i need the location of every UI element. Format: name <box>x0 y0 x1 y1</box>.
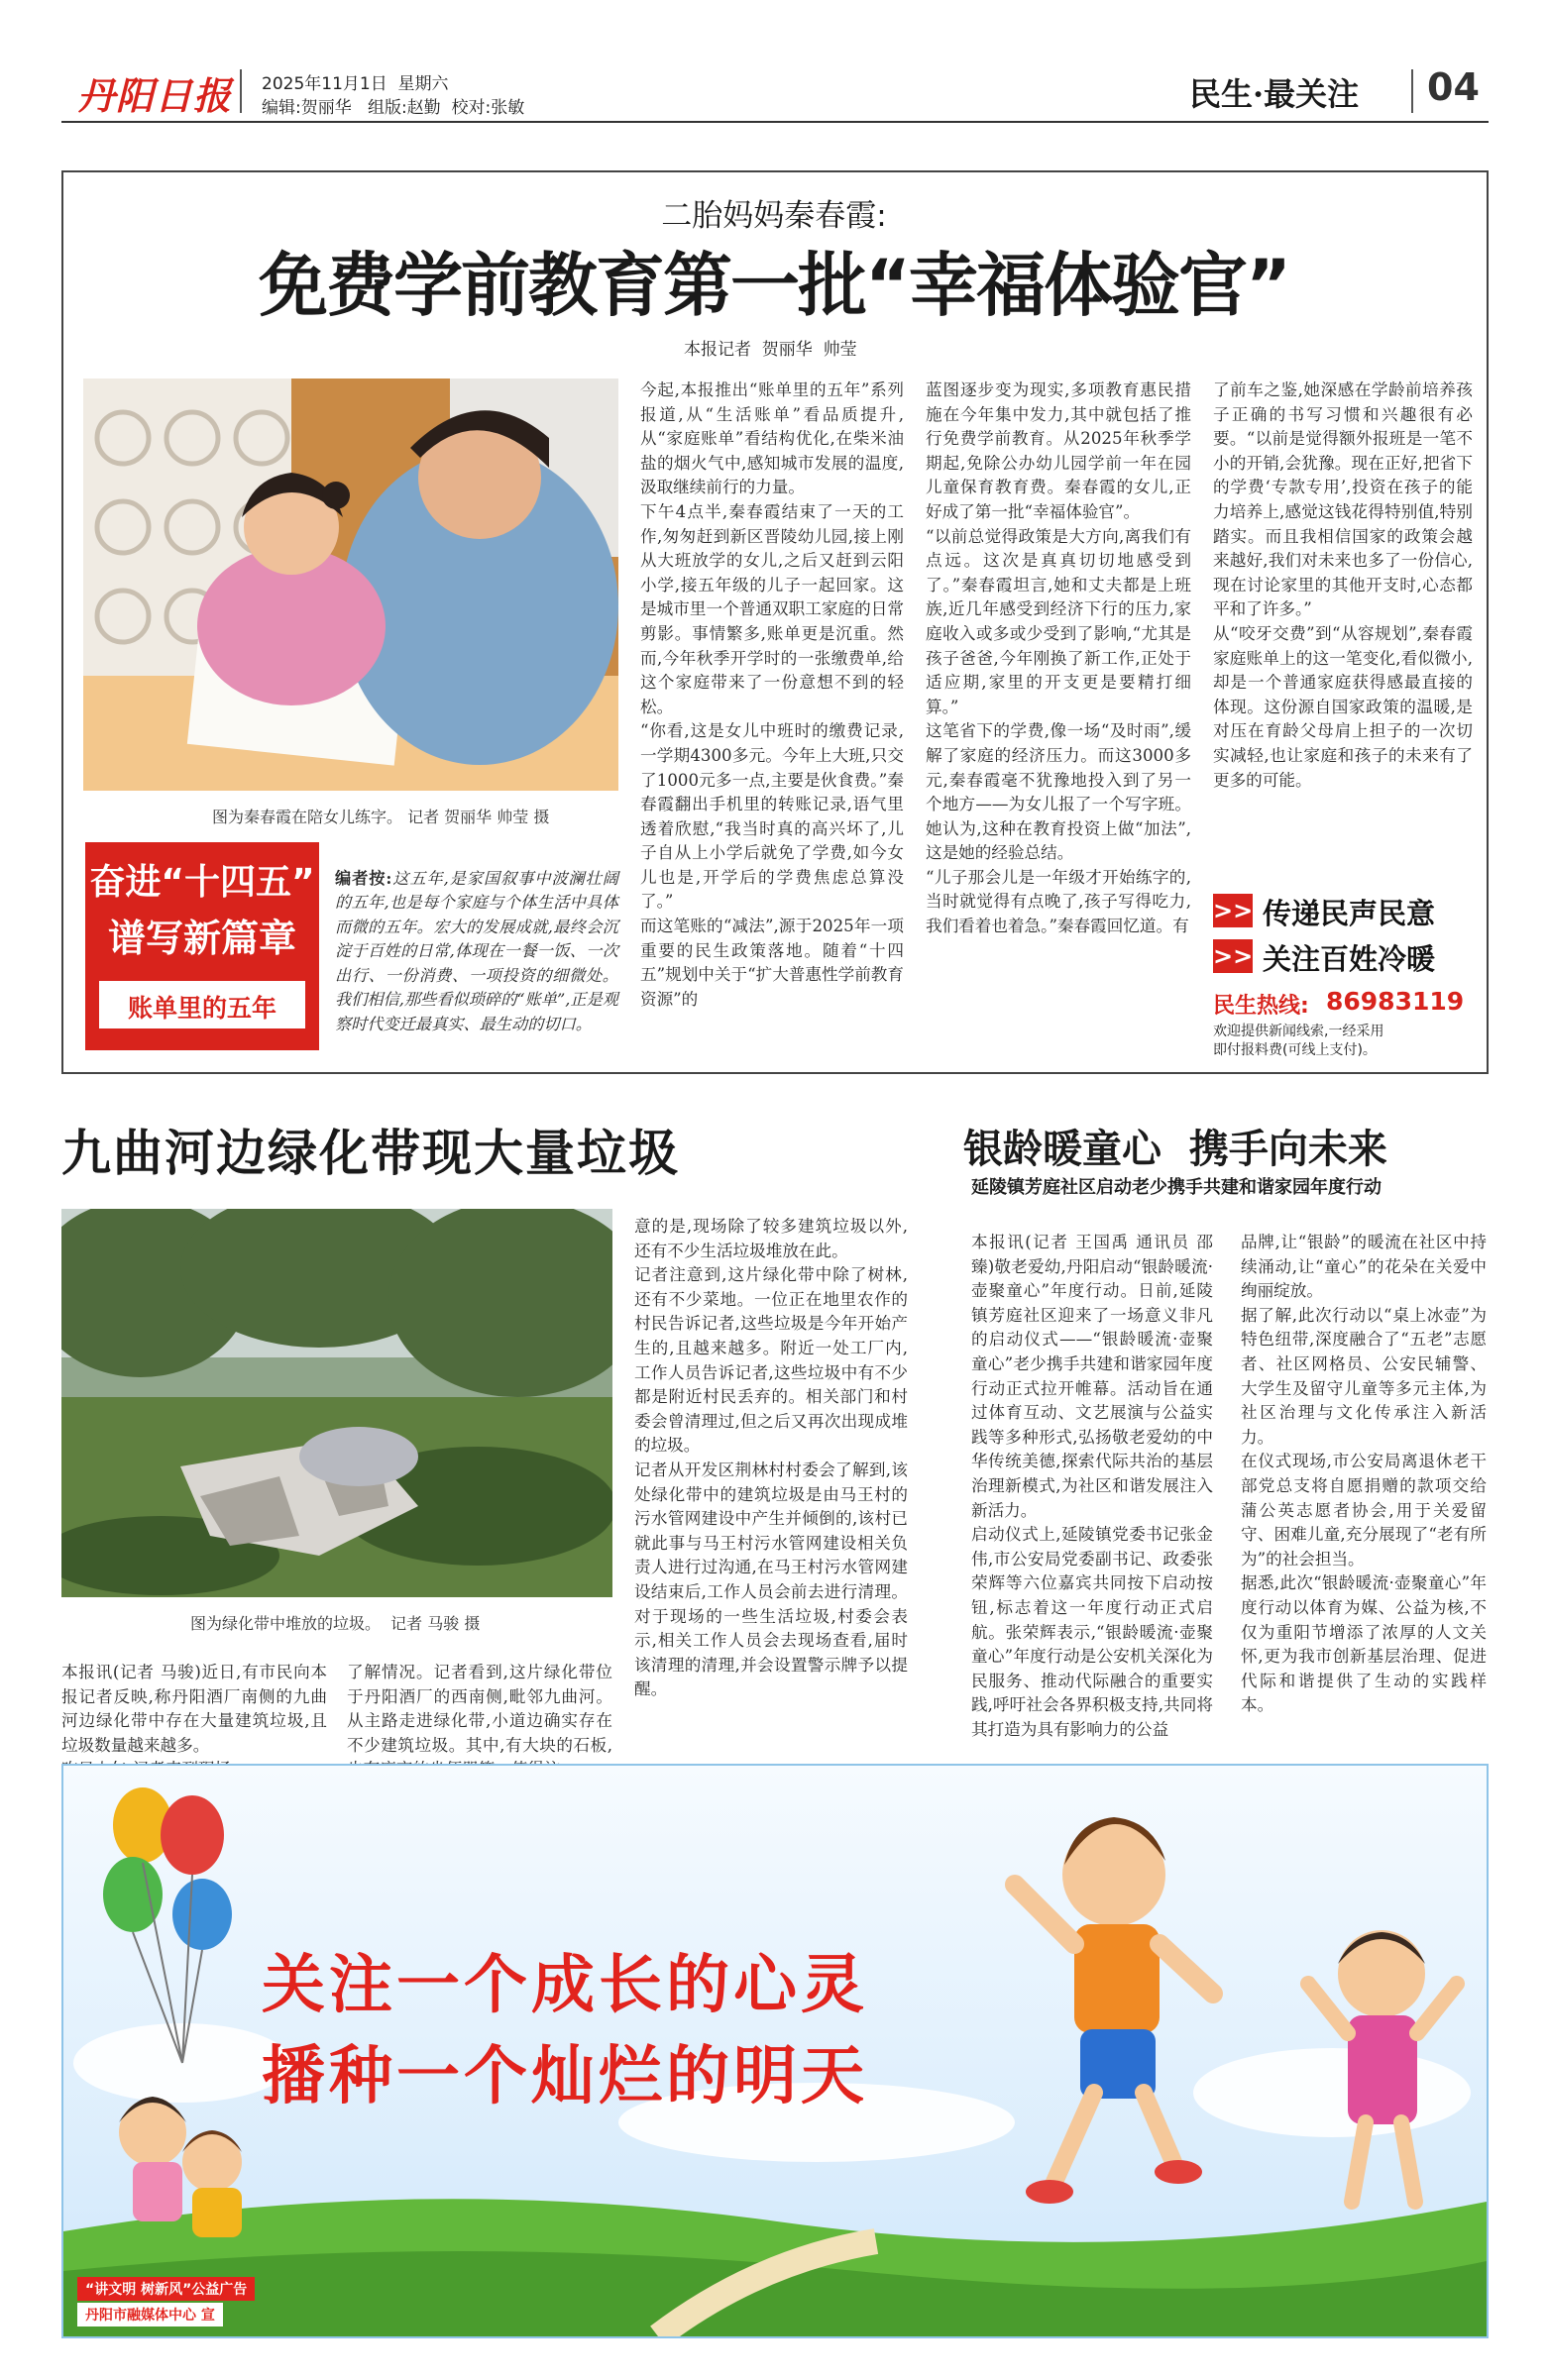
hotline-chevron-icon: >> <box>1213 894 1253 927</box>
article2-photo-caption: 图为绿化带中堆放的垃圾。 记者 马骏 摄 <box>190 1614 481 1633</box>
issue-date: 2025年11月1日 星期六 <box>262 74 449 94</box>
psa-banner <box>61 1764 1489 2338</box>
section-divider <box>1411 69 1413 113</box>
article1-column-1: 今起,本报推出“账单里的五年”系列报道,从“生活账单”看品质提升,从“家庭账单”看结构优化,在柴米油盐的烟火气中,感知城市发展的温度,汲取继续前行的力量。 下午4点半,秦春霞结束了一天的工作,匆匆赶到新区晋陵幼儿园,接上刚从大班放学的女儿,之后又赶到云阳小学,接五年级的儿子一起回家。这是城市里一个普通双职工家庭的日常剪影。事情繁多,账单更是沉重。然而,今年秋季开学时的一张缴费单,给这个家庭带来了一份意想不到的轻松。 “你看,这是女儿中班时的缴费记录,一学期4300多元。今年上大班,只交了1000元多一点,主要是伙食费。”秦春霞翻出手机里的转账记录,语气里透着欣慰,“我当时真的高兴坏了,儿子自从上小学后就免了学费,如今女儿也是,开学后的学费焦虑总算没了。” 而这笔账的“减法”,源于2025年一项重要的民生政策落地。随着“十四五”规划中关于“扩大普惠性学前教育资源”的 <box>640 380 904 1009</box>
mother-daughter-photo <box>83 379 618 791</box>
hotline-number: 86983119 <box>1326 987 1465 1016</box>
article3-headline: 银龄暖童心 携手向未来 <box>963 1127 1387 1172</box>
article3-column-1: 本报讯(记者 王国禹 通讯员 邵臻)敬老爱幼,丹阳启动“银龄暖流·壶聚童心”年度行动。日前,延陵镇芳庭社区迎来了一场意义非凡的启动仪式——“银龄暖流·壶聚童心”老少携手共建和谐家园年度行动正式拉开帷幕。活动旨在通过体育互动、文艺展演与公益实践等多种形式,弘扬敬老爱幼的中华传统美德,探索代际共治的基层治理新模式,为社区和谐发展注入新活力。 启动仪式上,延陵镇党委书记张金伟,市公安局党委副书记、政委张荣辉等六位嘉宾共同按下启动按钮,标志着这一年度行动正式启航。张荣辉表示,“银龄暖流·壶聚童心”年度行动是公安机关深化为民服务、推动代际融合的重要实践,呼吁社会各界积极支持,共同将其打造为具有影响力的公益 <box>971 1233 1213 1739</box>
section-title: 民生·最关注 <box>1189 75 1360 113</box>
series-title-line1: 奋进“十四五” <box>89 862 315 903</box>
masthead-rule <box>61 121 1489 123</box>
article1-kicker: 二胎妈妈秦春霞: <box>661 198 887 234</box>
series-box <box>85 842 319 1050</box>
series-subtitle: 账单里的五年 <box>127 994 276 1023</box>
article2-column-3: 意的是,现场除了较多建筑垃圾以外,还有不少生活垃圾堆放在此。 记者注意到,这片绿化带中除了树林,还有不少菜地。一位正在地里农作的村民告诉记者,这些垃圾是今年开始产生的,且越来越多。附近一处工厂内,工作人员告诉记者,这些垃圾中有不少都是附近村民丢弃的。相关部门和村委会曾清理过,但之后又再次出现成堆的垃圾。 记者从开发区荆林村村委会了解到,该处绿化带中的建筑垃圾是由马王村的污水管网建设中产生并倾倒的,该村已就此事与马王村污水管网建设相关负责人进行过沟通,在马王村污水管网建设结束后,工作人员会前去进行清理。对于现场的一些生活垃圾,村委会表示,相关工作人员会去现场查看,届时该清理的清理,并会设置警示牌予以提醒。 <box>634 1217 908 1699</box>
editors-line: 编辑:贺丽华 组版:赵勤 校对:张敏 <box>262 98 525 118</box>
article1-photo-caption: 图为秦春霞在陪女儿练字。 记者 贺丽华 帅莹 摄 <box>212 808 550 826</box>
series-title-line2: 谱写新篇章 <box>107 917 296 960</box>
psa-tag-1: “讲文明 树新风”公益广告 <box>77 2277 255 2301</box>
article2-headline: 九曲河边绿化带现大量垃圾 <box>61 1125 680 1182</box>
article1-column-3: 了前车之鉴,她深感在学龄前培养孩子正确的书写习惯和兴趣很有必要。“以前是觉得额外报班是一笔不小的开销,会犹豫。现在正好,把省下的学费‘专款专用’,投资在孩子的能力培养上,感觉这钱花得特别值,特别踏实。而且我相信国家的政策会越来越好,我们对未来也多了一份信心,现在讨论家里的其他开支时,心态都平和了许多。” 从“咬牙交费”到“从容规划”,秦春霞家庭账单上的这一笔变化,看似微小,却是一个普通家庭获得感最直接的体现。这份源自国家政策的温暖,是对压在育龄父母肩上担子的一次切实减轻,也让家庭和孩子的未来有了更多的可能。 <box>1213 380 1473 790</box>
article2-column-1: 本报讯(记者 马骏)近日,有市民向本报记者反映,称丹阳酒厂南侧的九曲河边绿化带中存在大量建筑垃圾,且垃圾数量越来越多。 <box>61 1663 327 1755</box>
psa-line-1: 关注一个成长的心灵 <box>262 1949 868 2022</box>
garbage-photo <box>61 1209 612 1597</box>
hotline-line1: 传递民声民意 <box>1263 897 1436 930</box>
hotline-footnote-1: 欢迎提供新闻线索,一经采用 <box>1213 1024 1384 1039</box>
editor-note-label: 编者按: <box>335 868 392 888</box>
editor-note <box>335 842 618 1036</box>
masthead-divider <box>240 69 242 113</box>
hotline-line2: 关注百姓冷暖 <box>1263 942 1436 976</box>
hotline-label: 民生热线: <box>1213 994 1309 1019</box>
psa-tag-2: 丹阳市融媒体中心 宣 <box>77 2303 223 2326</box>
article1-byline: 本报记者 贺丽华 帅莹 <box>684 340 857 360</box>
article3-subhead: 延陵镇芳庭社区启动老少携手共建和谐家园年度行动 <box>971 1177 1382 1198</box>
editor-note-text: 这五年,是家国叙事中波澜壮阔的五年,也是每个家庭与个体生活中具体而微的五年。宏大的发展成就,最终会沉淀于百姓的日常,体现在一餐一饭、一次出行、一份消费、一项投资的细微处。我们相信,那些看似琐碎的“账单”,正是观察时代变迁最真实、最生动的切口。 <box>335 868 618 1033</box>
hotline-footnote-2: 即付报料费(可线上支付)。 <box>1213 1042 1377 1058</box>
page-number: 04 <box>1427 65 1480 109</box>
hotline-box <box>1213 892 1473 1060</box>
article1-headline: 免费学前教育第一批“幸福体验官” <box>258 245 1289 326</box>
psa-line-2: 播种一个灿烂的明天 <box>262 2040 868 2113</box>
masthead <box>0 0 1548 129</box>
article3-column-2: 品牌,让“银龄”的暖流在社区中持续涌动,让“童心”的花朵在关爱中绚丽绽放。 据了解,此次行动以“桌上冰壶”为特色纽带,深度融合了“五老”志愿者、社区网格员、公安民辅警、大学生及留守儿童等多元主体,为社区治理与文化传承注入新活力。 在仪式现场,市公安局离退休老干部党总支将自愿捐赠的款项交给蒲公英志愿者协会,用于关爱留守、困难儿童,充分展现了“老有所为”的社会担当。 据悉,此次“银龄暖流·壶聚童心”年度行动以体育为媒、公益为核,不仅为重阳节增添了浓厚的人文关怀,更为我市创新基层治理、促进代际和谐提供了生动的实践样本。 <box>1241 1233 1487 1715</box>
article1-column-2: 蓝图逐步变为现实,多项教育惠民措施在今年集中发力,其中就包括了推行免费学前教育。从2025年秋季学期起,免除公办幼儿园学前一年在园儿童保育教育费。秦春霞的女儿,正好成了第一批“幸福体验官”。 “以前总觉得政策是大方向,离我们有点远。这次是真真切切地感受到了。”秦春霞坦言,她和丈夫都是上班族,近几年感受到经济下行的压力,家庭收入或多或少受到了影响,“尤其是孩子爸爸,今年刚换了新工作,正处于适应期,家里的开支更是要精打细算。” 这笔省下的学费,像一场“及时雨”,缓解了家庭的经济压力。而这3000多元,秦春霞毫不犹豫地投入到了另一个地方——为女儿报了一个写字班。她认为,这种在教育投资上做“加法”,这是她的经验总结。 “儿子那会儿是一年级才开始练字的,当时就觉得有点晚了,孩子写得吃力,我们看着也着急。”秦春霞回忆道。有 <box>926 380 1191 936</box>
newspaper-logo: 丹阳日报 <box>77 73 233 118</box>
hotline-chevron-icon-2: >> <box>1213 939 1253 973</box>
article2-column-2: 了解情况。记者看到,这片绿化带位于丹阳酒厂的西南侧,毗邻九曲河。从主路走进绿化带,小道边确实存在不少建筑垃圾。其中,有大块的石板, <box>347 1663 612 1755</box>
